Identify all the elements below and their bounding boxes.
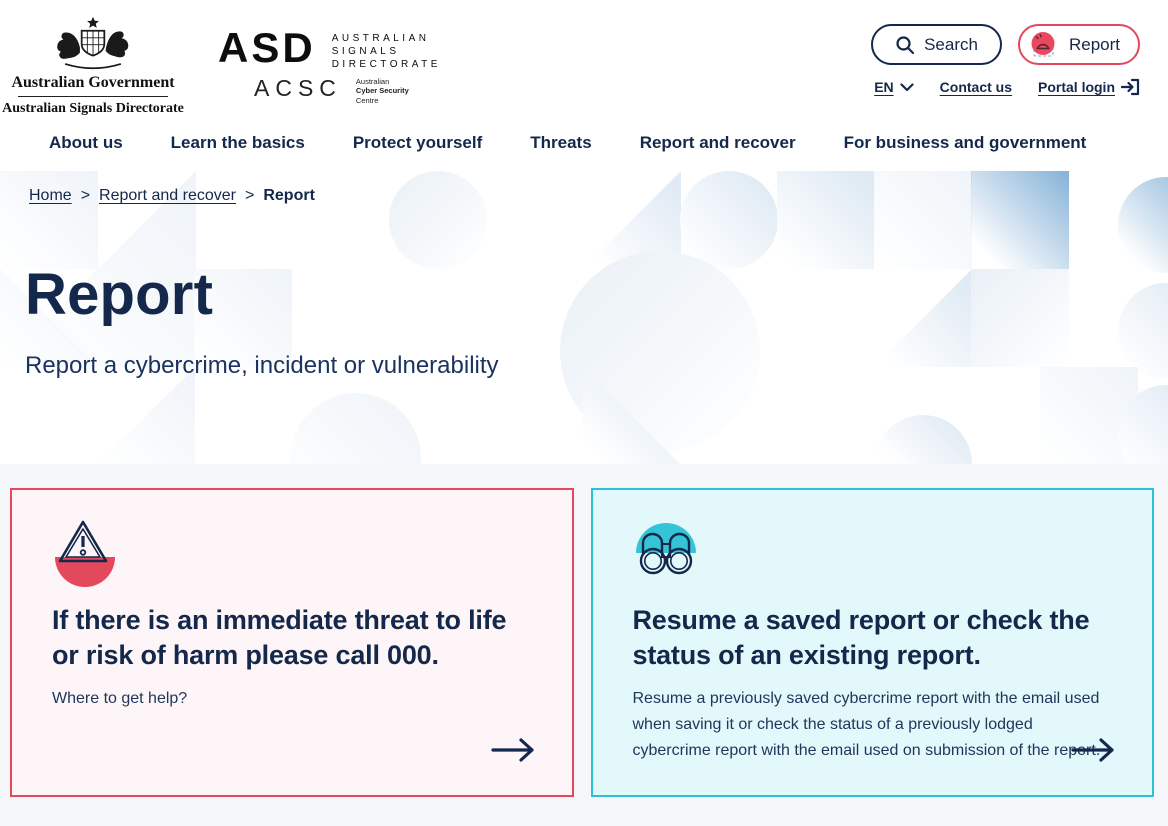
language-selector[interactable]: EN bbox=[874, 79, 913, 95]
nav-item-protect-yourself[interactable]: Protect yourself bbox=[352, 133, 483, 152]
portal-login-link[interactable]: Portal login bbox=[1038, 78, 1140, 96]
emergency-card[interactable] bbox=[10, 488, 574, 797]
breadcrumb-current: Report bbox=[263, 187, 315, 204]
acsc-logo-text: ACSC bbox=[254, 75, 342, 101]
gov-logo-divider bbox=[18, 96, 168, 97]
report-button[interactable]: Report bbox=[1018, 24, 1140, 65]
search-icon bbox=[895, 35, 915, 55]
nav-item-report-and-recover[interactable]: Report and recover bbox=[639, 133, 796, 152]
search-button[interactable]: Search bbox=[871, 24, 1002, 65]
breadcrumb-separator: > bbox=[245, 187, 255, 204]
header-controls bbox=[871, 16, 1140, 96]
breadcrumb bbox=[0, 171, 1168, 205]
page-subtitle: Report a cybercrime, incident or vulnerability bbox=[25, 352, 499, 379]
main-nav bbox=[14, 133, 1140, 171]
resume-card-icon-wrap bbox=[633, 515, 1115, 597]
emergency-card-body: Where to get help? bbox=[52, 690, 188, 708]
gov-logo-line2: Australian Signals Directorate bbox=[2, 101, 184, 116]
emergency-card-icon-wrap bbox=[52, 515, 534, 597]
acsc-logo-caption: Australian Cyber Security Centre bbox=[355, 77, 409, 105]
pattern-tile bbox=[291, 393, 421, 464]
resume-report-card[interactable] bbox=[591, 488, 1155, 797]
gov-logo-line1: Australian Government bbox=[11, 74, 175, 91]
binoculars-icon bbox=[633, 515, 699, 581]
coat-of-arms-icon bbox=[40, 16, 146, 70]
report-cards bbox=[0, 464, 1168, 797]
asd-logo-caption: AUSTRALIAN SIGNALS DIRECTORATE bbox=[331, 33, 441, 70]
alarm-icon bbox=[1027, 29, 1059, 61]
asd-logo-text: ASD bbox=[218, 24, 316, 71]
pattern-tile bbox=[874, 415, 972, 464]
breadcrumb-home[interactable]: Home bbox=[29, 187, 72, 204]
warning-triangle-icon bbox=[52, 515, 118, 591]
nav-item-for-business-and-government[interactable]: For business and government bbox=[843, 133, 1087, 152]
emergency-card-heading: If there is an immediate threat to life or risk of harm please call 000. bbox=[52, 605, 507, 671]
page-title: Report bbox=[25, 262, 214, 327]
arrow-right-icon[interactable] bbox=[490, 737, 536, 763]
login-icon bbox=[1121, 78, 1140, 96]
site-header bbox=[0, 0, 1168, 171]
pattern-tile bbox=[97, 367, 195, 464]
asd-acsc-logo[interactable] bbox=[218, 16, 441, 105]
nav-item-learn-the-basics[interactable]: Learn the basics bbox=[170, 133, 305, 152]
hero-banner bbox=[0, 171, 1168, 464]
resume-card-body: Resume a previously saved cybercrime report with the email used when saving it or check the status of a previously lodged cybercrime report with the email used on submission of the report. bbox=[632, 690, 1101, 760]
breadcrumb-separator: > bbox=[80, 187, 91, 204]
australian-government-logo[interactable] bbox=[2, 16, 184, 117]
nav-item-about-us[interactable]: About us bbox=[49, 133, 123, 152]
arrow-right-icon[interactable] bbox=[1070, 737, 1116, 763]
contact-us-link[interactable]: Contact us bbox=[939, 79, 1012, 95]
chevron-down-icon bbox=[900, 83, 914, 92]
nav-item-threats[interactable]: Threats bbox=[530, 133, 592, 152]
logo-group bbox=[2, 16, 441, 117]
breadcrumb-report-and-recover[interactable]: Report and recover bbox=[99, 187, 236, 204]
resume-card-heading: Resume a saved report or check the status of an existing report. bbox=[632, 605, 1090, 671]
